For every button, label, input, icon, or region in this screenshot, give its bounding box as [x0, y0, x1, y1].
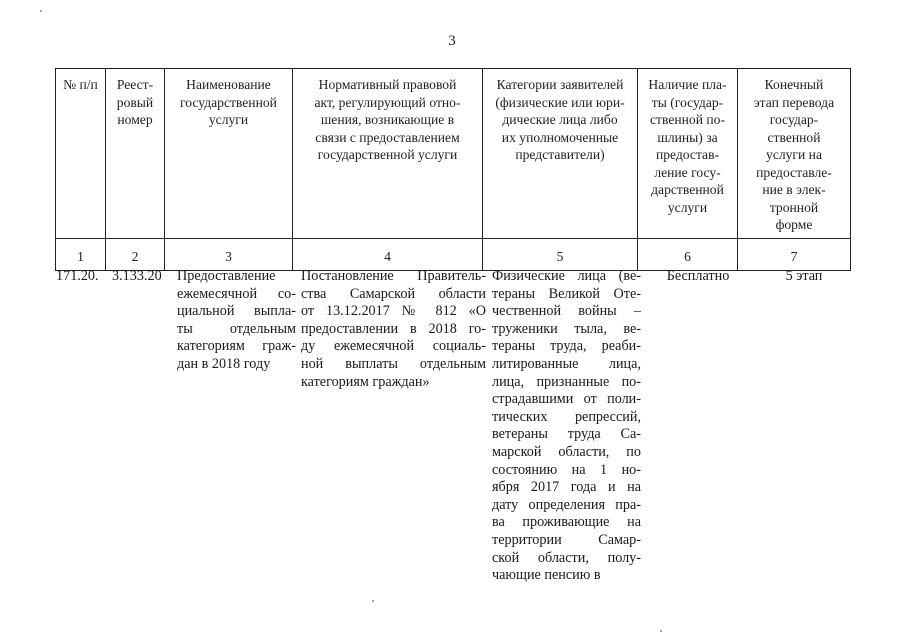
- cell-line: лица, признанные по-: [492, 373, 641, 390]
- cell-line: ежемесячной со-: [177, 285, 296, 302]
- cell-line: тераны Великой Оте-: [492, 285, 641, 302]
- cell-line: Предоставление: [177, 268, 276, 284]
- cell-line: страдавшими от поли-: [492, 391, 641, 408]
- header-line: предостав-: [655, 147, 720, 162]
- scan-speck: [660, 630, 662, 632]
- header-line: Категории заявителей: [496, 77, 624, 92]
- cell-line: циальной выпла-: [177, 303, 296, 320]
- header-cell-number: [56, 69, 106, 239]
- scan-speck: [40, 10, 42, 12]
- cell-line: состоянию на 1 но-: [492, 461, 641, 478]
- cell-line: ветераны труда Са-: [492, 426, 641, 443]
- cell-line: труженики тыла, ве-: [492, 320, 641, 337]
- header-line: шения, возникающие в: [320, 112, 455, 127]
- header-line: государственной услуги: [317, 147, 458, 162]
- page-number: 3: [448, 33, 456, 49]
- column-number: 6: [638, 239, 738, 271]
- cell-line: территории Самар-: [492, 531, 641, 548]
- cell-line: чественной войны –: [492, 303, 641, 320]
- cell-line: дан в 2018 году: [177, 355, 271, 372]
- header-line: услуги: [208, 112, 249, 127]
- header-line: представители): [515, 147, 605, 162]
- header-line: предоставле-: [756, 164, 832, 180]
- row-normative-act: [301, 268, 486, 391]
- header-line: государ-: [769, 112, 819, 127]
- cell-line: литированные лица,: [492, 355, 641, 372]
- header-line: Наименование: [186, 77, 271, 92]
- header-line: номер: [117, 112, 153, 127]
- cell-line: ной выплаты отдельным: [301, 355, 486, 372]
- cell-line: категориям граж-: [177, 338, 296, 355]
- cell-line: дату определения пра-: [492, 496, 641, 513]
- column-number: 7: [738, 239, 851, 271]
- header-line: их уполномоченные: [501, 129, 619, 145]
- row-final-stage: 5 этап: [785, 268, 823, 284]
- header-line: (физические или юри-: [495, 94, 625, 110]
- header-cell-final-stage: [738, 69, 851, 239]
- header-line: дарственной: [651, 182, 724, 197]
- header-line: Конечный: [764, 77, 824, 92]
- cell-line: предоставлении в 2018 го-: [301, 320, 486, 337]
- cell-line: тераны труда, реаби-: [492, 338, 641, 355]
- row-applicants: [492, 268, 641, 585]
- header-line: тронной: [769, 199, 819, 215]
- cell-line: чающие пенсию в: [492, 567, 601, 584]
- header-line: ление госу-: [654, 164, 721, 180]
- header-line: ровый: [116, 94, 154, 110]
- cell-line: Постановление Правитель-: [301, 268, 486, 284]
- header-line: Нормативный правовой: [318, 77, 457, 92]
- header-cell-normative-act: [293, 69, 483, 239]
- column-number: 2: [106, 239, 165, 271]
- cell-line: от 13.12.2017 № 812 «О: [301, 303, 486, 320]
- column-number: 4: [293, 239, 483, 271]
- header-line: этап перевода: [753, 94, 835, 110]
- cell-line: ду ежемесячной социаль-: [301, 338, 486, 355]
- cell-line: марской области, по: [492, 443, 641, 460]
- row-number: 171.20.: [56, 268, 99, 284]
- header-line: Реест-: [116, 77, 154, 92]
- header-line: ты (государ-: [651, 94, 724, 110]
- row-service-name: [177, 268, 296, 374]
- header-line: связи с предоставлением: [315, 129, 460, 145]
- column-number: 3: [165, 239, 293, 271]
- header-line: услуги на: [766, 147, 822, 162]
- header-line: ственной по-: [650, 112, 725, 127]
- scan-speck: [372, 600, 374, 602]
- cell-line: Физические лица (ве-: [492, 268, 641, 284]
- row-fee: Бесплатно: [666, 268, 730, 284]
- cell-line: ября 2017 года и на: [492, 479, 641, 496]
- cell-line: ты отдельным: [177, 320, 296, 337]
- header-cell-registry: [106, 69, 165, 239]
- header-cell-applicants: [483, 69, 638, 239]
- column-number-row: [56, 239, 851, 271]
- cell-line: категориям граждан»: [301, 373, 430, 390]
- column-number: 5: [483, 239, 638, 271]
- row-registry-number: 3.133.20: [112, 268, 162, 284]
- header-cell-service-name: [165, 69, 293, 239]
- table-header-row: [56, 69, 851, 239]
- header-line: № п/п: [63, 77, 98, 92]
- header-line: шлины) за: [657, 129, 718, 145]
- header-cell-fee: [638, 69, 738, 239]
- header-line: ственной: [767, 129, 821, 145]
- services-table: [55, 68, 851, 271]
- header-line: акт, регулирующий отно-: [314, 94, 461, 110]
- column-number: 1: [56, 239, 106, 271]
- cell-line: ской области, полу-: [492, 549, 641, 566]
- header-line: государственной: [180, 94, 277, 110]
- header-line: ние в элек-: [762, 182, 826, 197]
- cell-line: ва проживающие на: [492, 514, 641, 531]
- header-line: услуги: [667, 199, 708, 215]
- header-line: Наличие пла-: [648, 77, 727, 92]
- cell-line: тических репрессий,: [492, 408, 641, 425]
- header-line: форме: [775, 217, 813, 232]
- cell-line: ства Самарской области: [301, 285, 486, 302]
- header-line: дические лица либо: [502, 112, 618, 127]
